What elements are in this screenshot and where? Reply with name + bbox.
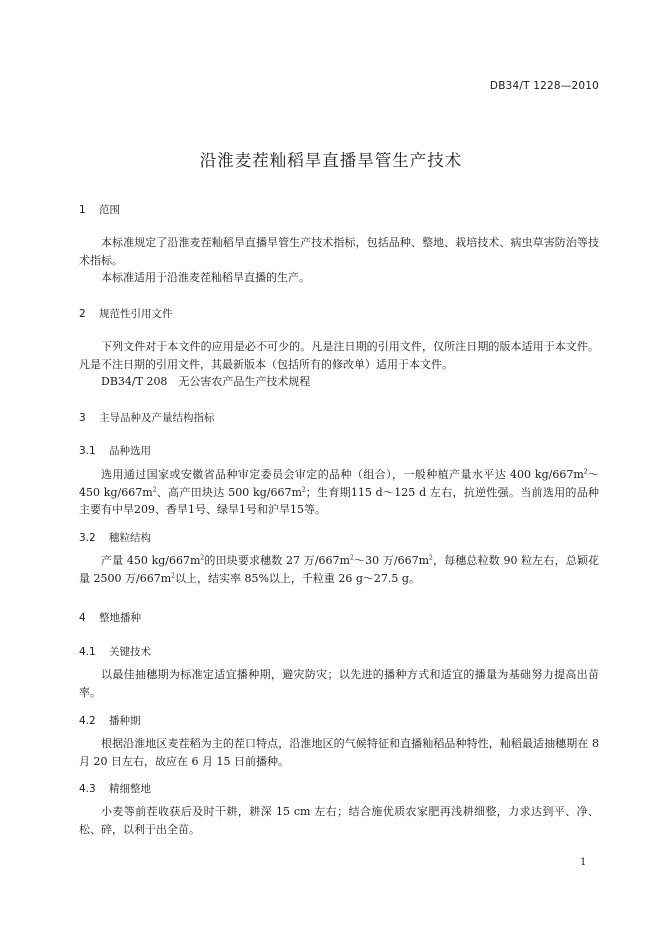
paragraph: 以最佳抽穗期为标准定适宜播种期，避灾防灾；以先进的播种方式和适宜的播量为基础努力提高出苗率。: [79, 668, 599, 699]
section-title: 关键技术: [109, 646, 151, 658]
subsection-4-3-heading: [79, 781, 151, 796]
paragraph: 小麦等前茬收获后及时干耕，耕深 15 cm 左右；结合施优质农家肥再浅耕细整，力求达到平、净、松、碎，以利于出全苗。: [79, 805, 599, 836]
section-title: 规范性引用文件: [99, 308, 173, 320]
section-number: 4: [79, 612, 86, 624]
section-number: 3.2: [79, 532, 96, 544]
section-title: 范围: [99, 204, 120, 216]
section-number: 2: [79, 308, 86, 320]
section-title: 主导品种及产量结构指标: [99, 412, 215, 424]
section-2-heading: [79, 306, 173, 321]
section-number: 4.3: [79, 783, 96, 795]
section-title: 品种选用: [109, 445, 151, 457]
section-number: 1: [79, 204, 86, 216]
section-number: 4.2: [79, 715, 96, 727]
section-3-heading: [79, 410, 215, 425]
section-1-heading: [79, 202, 120, 217]
section-title: 精细整地: [109, 783, 151, 795]
section-title: 播种期: [109, 715, 141, 727]
paragraph: 选用通过国家或安徽省品种审定委员会审定的品种（组合），一般种植产量水平达 400 $kg/667m^2\sim 450$ $kg/667m^2$、高产田块达 500 $kg/667m^2$；生育期115 d～125 d 左右，抗逆性强。当前选用的品种主要有中旱209、香旱1号、绿旱1号和沪旱15等。: [79, 468, 599, 516]
paragraph: 产量 450 $kg/667m^2$的田块要求穗数 27 万$/667m^2\sim 30$ 万$/667m^2$，每穗总粒数 90 粒左右，总颖花量 2500 万$/667m^2$以上，结实率 85%以上，千粒重 26 g～27.5 g。: [79, 554, 600, 585]
subsection-3-2-heading: [79, 530, 151, 545]
section-number: 3.1: [79, 445, 96, 457]
section-title: 整地播种: [99, 612, 141, 624]
subsection-4-2-heading: [79, 713, 141, 728]
document-code: DB34/T 1228—2010: [489, 80, 599, 92]
paragraph: 本标准适用于沿淮麦茬籼稻旱直播的生产。: [101, 271, 310, 284]
section-number: 3: [79, 412, 86, 424]
subsection-4-1-heading: [79, 644, 151, 659]
section-title: 穗粒结构: [109, 532, 151, 544]
paragraph: 根据沿淮地区麦茬稻为主的茬口特点，沿淮地区的气候特征和直播籼稻品种特性，籼稻最适抽穗期在 8 月 20 日左右，故应在 6 月 15 日前播种。: [79, 737, 599, 768]
paragraph: 下列文件对于本文件的应用是必不可少的。凡是注日期的引用文件，仅所注日期的版本适用于本文件。凡是不注日期的引用文件，其最新版本（包括所有的修改单）适用于本文件。: [79, 340, 599, 371]
subsection-3-1-heading: [79, 443, 151, 458]
document-title: 沿淮麦茬籼稻旱直播旱管生产技术: [199, 151, 463, 170]
page-number: 1: [580, 857, 587, 868]
section-4-heading: [79, 610, 141, 625]
paragraph: 本标准规定了沿淮麦茬籼稻旱直播旱管生产技术指标，包括品种、整地、栽培技术、病虫草害防治等技术指标。: [79, 236, 599, 267]
reference-entry: DB34/T 208 无公害农产品生产技术规程: [101, 375, 311, 388]
section-number: 4.1: [79, 646, 96, 658]
